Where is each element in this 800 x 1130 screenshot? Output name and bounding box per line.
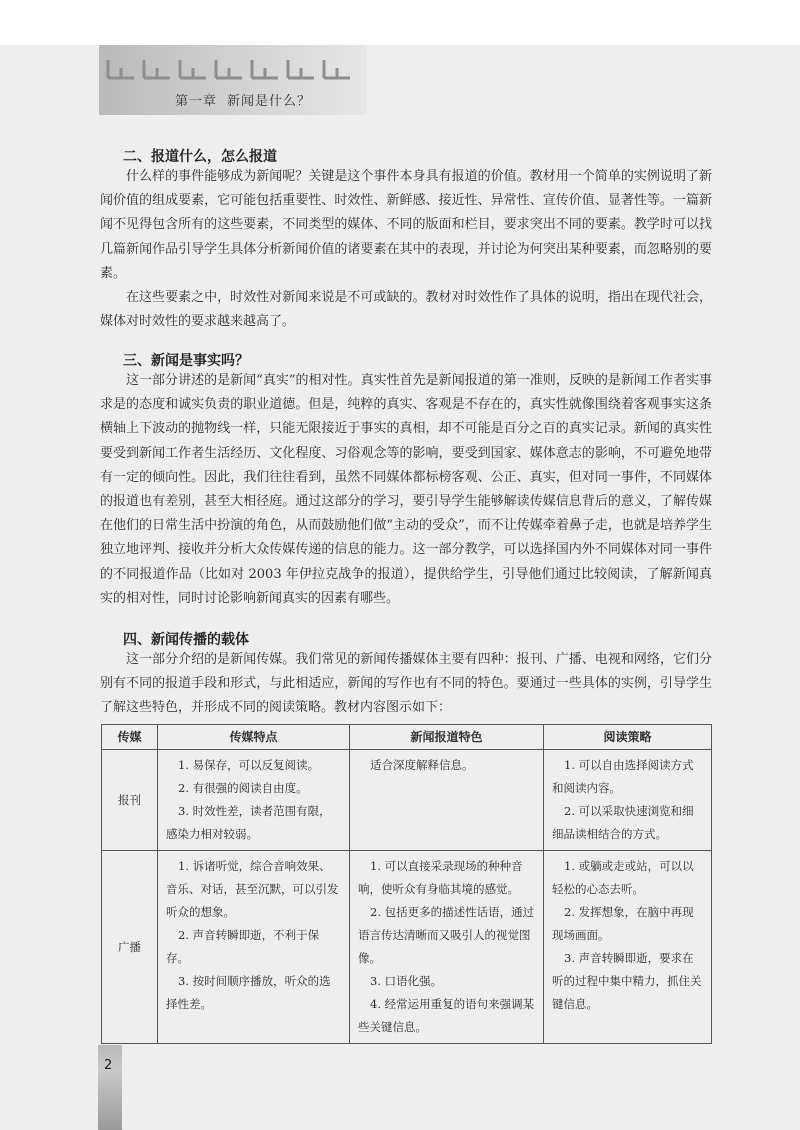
- features-cell: [350, 750, 544, 851]
- traits-cell: [158, 851, 350, 1044]
- strategies-cell: [544, 851, 712, 1044]
- cell-text: 2. 发挥想象，在脑中再现现场画面。: [552, 905, 694, 942]
- cell-text: 2. 声音转瞬即逝，不利于保存。: [166, 928, 320, 965]
- column-header: 传媒特点: [158, 725, 350, 750]
- table-row: [102, 851, 712, 1044]
- paragraph: 这一部分讲述的是新闻“真实”的相对性。真实性首先是新闻报道的第一准则，反映的是新闻工作者实事求是的态度和诚实负责的职业道德。但是，纯粹的真实、客观是不存在的，真实性就像围绕着客观事实这条横轴上下波动的抛物线一样，只能无限接近于事实的真相，却不可能是百分之百的真实记录。新闻的真实性要受到新闻工作者生活经历、文化程度、习俗观念等的影响，要受到国家、媒体意志的影响，不可避免地带有一定的倾向性。因此，我们往往看到，虽然不同媒体都标榜客观、公正、真实，但对同一事件，不同媒体的报道也有差别，甚至大相径庭。通过这部分的学习，要引导学生能够解读传媒信息背后的意义，了解传媒在他们的日常生活中扮演的角色，从而鼓励他们做“主动的受众”，而不让传媒牵着鼻子走，也就是培养学生独立地评判、接收并分析大众传媒传递的信息的能力。这一部分教学，可以选择国内外不同媒体对同一事件的不同报道作品（比如对 2003 年伊拉克战争的报道），提供给学生，引导他们通过比较阅读，了解新闻真实的相对性，同时讨论影响新闻真实的因素有哪些。: [100, 373, 712, 606]
- table-row: [102, 750, 712, 851]
- paragraph: 什么样的事件能够成为新闻呢？关键是这个事件本身具有报道的价值。教材用一个简单的实例说明了新闻价值的组成要素，它可能包括重要性、时效性、新鲜感、接近性、异常性、宣传价值、显著性等。一篇新闻不见得包含所有的这些要素，不同类型的媒体、不同的版面和栏目，要求突出不同的要素。教学时可以找几篇新闻作品引导学生具体分析新闻价值的诸要素在其中的表现，并讨论为何突出某种要素，而忽略别的要素。: [100, 169, 712, 281]
- column-header: 阅读策略: [544, 725, 712, 750]
- media-cell: 报刊: [102, 750, 158, 851]
- paragraph: 在这些要素之中，时效性对新闻来说是不可或缺的。教材对时效性作了具体的说明，指出在现代社会，媒体对时效性的要求越来越高了。: [100, 290, 712, 330]
- cell-text: 1. 诉诸听觉，综合音响效果、音乐、对话，甚至沉默，可以引发听众的想象。: [166, 859, 339, 919]
- table-header-row: [102, 725, 712, 750]
- section-heading: 三、新闻是事实吗？: [123, 353, 249, 369]
- features-cell: [350, 851, 544, 1044]
- cell-text: 1. 可以直接采录现场的种种音响，使听众有身临其境的感觉。: [358, 859, 523, 896]
- cell-text: 2. 包括更多的描述性话语，通过语言传达清晰而又吸引人的视觉图像。: [358, 905, 535, 965]
- media-cell: 广播: [102, 851, 158, 1044]
- section-heading: 二、报道什么，怎么报道: [123, 149, 277, 165]
- header-decoration-icon: [104, 50, 364, 90]
- cell-text: 4. 经常运用重复的语句来强调某些关键信息。: [358, 997, 535, 1034]
- top-margin: [0, 0, 800, 45]
- cell-text: 3. 时效性差，读者范围有限，感染力相对较弱。: [166, 804, 331, 841]
- cell-text: 3. 按时间顺序播放，听众的选择性差。: [166, 974, 331, 1011]
- column-header: 新闻报道特色: [350, 725, 544, 750]
- cell-text: 3. 口语化强。: [370, 974, 443, 988]
- cell-text: 1. 可以自由选择阅读方式和阅读内容。: [552, 758, 694, 795]
- column-header: 传媒: [102, 725, 158, 750]
- cell-text: 2. 可以采取快速浏览和细细品读相结合的方式。: [552, 804, 694, 841]
- cell-text: 1. 易保存，可以反复阅读。: [178, 758, 320, 772]
- cell-text: 适合深度解释信息。: [370, 758, 474, 772]
- chapter-header: [175, 90, 321, 109]
- traits-cell: [158, 750, 350, 851]
- page-number: 2: [104, 1058, 113, 1073]
- cell-text: 3. 声音转瞬即逝，要求在听的过程中集中精力，抓住关键信息。: [552, 951, 702, 1011]
- chapter-number: 第一章: [175, 94, 218, 109]
- paragraph: 这一部分介绍的是新闻传媒。我们常见的新闻传播媒体主要有四种：报刊、广播、电视和网络，它们分别有不同的报道手段和形式，与此相适应，新闻的写作也有不同的特色。要通过一些具体的实例，引导学生了解这些特色，并形成不同的阅读策略。教材内容图示如下：: [100, 652, 712, 716]
- section-heading: 四、新闻传播的载体: [123, 632, 249, 648]
- cell-text: 1. 或躺或走或站，可以以轻松的心态去听。: [552, 859, 694, 896]
- cell-text: 2. 有很强的阅读自由度。: [178, 781, 308, 795]
- media-comparison-table: [101, 724, 712, 1044]
- strategies-cell: [544, 750, 712, 851]
- chapter-title: 新闻是什么？: [227, 94, 312, 109]
